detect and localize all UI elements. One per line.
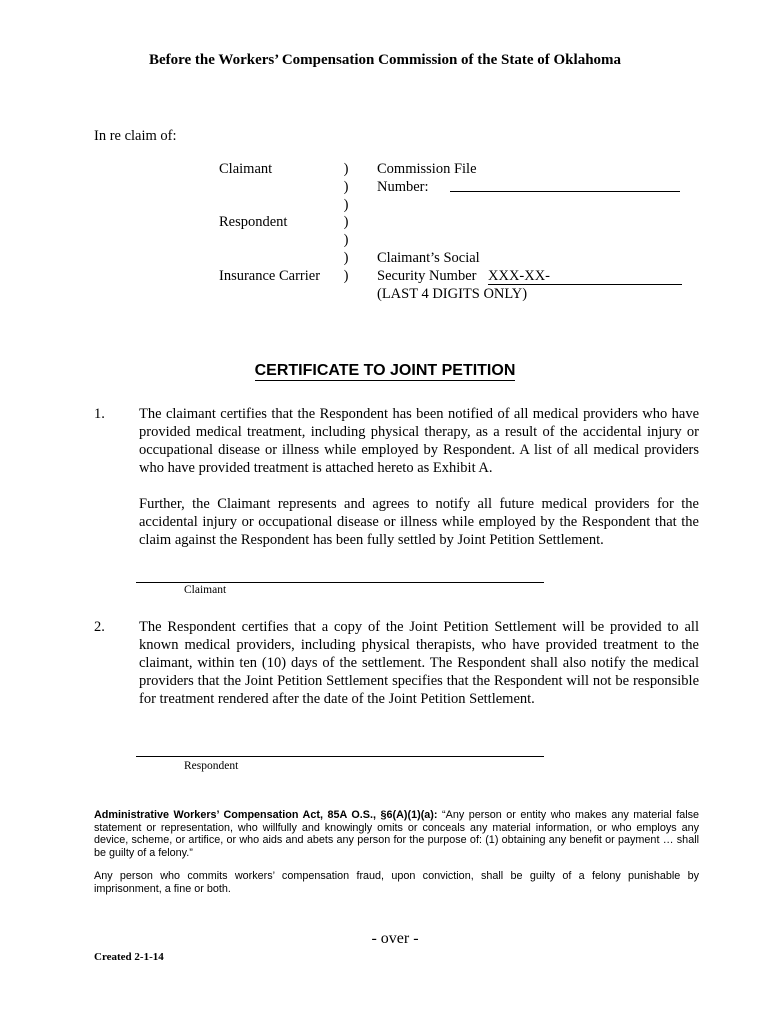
- certificate-title: [0, 362, 770, 380]
- caption-paren: ): [343, 232, 349, 248]
- act-citation: Administrative Workers’ Compensation Act, 85A O.S., §6(A)(1)(a):: [94, 809, 438, 821]
- item-1-further-paragraph: Further, the Claimant represents and agrees to notify all future medical providers for the accidental injury or occupational disease or illness while employed by the Respondent that the claim against the Respondent has been fully settled by Joint Petition Settlement.: [139, 496, 699, 548]
- ssn-label: Claimant’s Social: [377, 250, 480, 266]
- claimant-signature-line[interactable]: [136, 582, 544, 583]
- item-1-number: 1.: [94, 406, 105, 422]
- item-2-paragraph: The Respondent certifies that a copy of the Joint Petition Settlement will be provided to all known medical providers, including physical therapists, who have provided treatment to the claimant, within ten (10) days of the settlement. The Respondent shall also notify the medical providers that the Joint Petition Settlement specifies that the Respondent will not be responsible for treatment rendered after the date of the Joint Petition Settlement.: [139, 619, 699, 707]
- claimant-signature-label: Claimant: [184, 584, 227, 596]
- over-indicator: - over -: [371, 930, 419, 947]
- created-date: Created 2-1-14: [94, 951, 164, 963]
- ssn-note: (LAST 4 DIGITS ONLY): [377, 286, 528, 302]
- caption-paren: ): [343, 179, 349, 195]
- caption-paren: ): [343, 268, 349, 284]
- item-2-number: 2.: [94, 619, 105, 635]
- commission-file-number-label: Number:: [377, 179, 429, 195]
- caption-paren: ): [343, 197, 349, 213]
- respondent-signature-label: Respondent: [184, 760, 239, 772]
- caption-paren: ): [343, 161, 349, 177]
- respondent-party-label: Respondent: [219, 214, 288, 230]
- commission-file-number-field[interactable]: [450, 191, 680, 192]
- claimant-party-label: Claimant: [219, 161, 273, 177]
- insurance-carrier-party-label: Insurance Carrier: [219, 268, 321, 284]
- fraud-notice: Any person who commits workers’ compensation fraud, upon conviction, shall be guilty of a felony punishable by imprisonment, a fine or both.: [94, 870, 699, 895]
- caption-paren: ): [343, 214, 349, 230]
- in-re-claim-label: In re claim of:: [94, 128, 177, 144]
- commission-file-label: Commission File: [377, 161, 477, 177]
- item-1-paragraph: The claimant certifies that the Respondent has been notified of all medical providers who have provided medical treatment, including physical therapy, as a result of the accidental injury or occupational disease or illness while employed by Respondent. A list of all medical providers who have provided treatment is attached hereto as Exhibit A.: [139, 406, 699, 476]
- ssn-number-label: Security Number: [377, 268, 477, 284]
- respondent-signature-line[interactable]: [136, 756, 544, 757]
- caption-paren: ): [343, 250, 349, 266]
- ssn-prefix: XXX-XX-: [488, 268, 551, 284]
- page-title: Before the Workers’ Compensation Commission of the State of Oklahoma: [148, 52, 622, 68]
- certificate-title-text: CERTIFICATE TO JOINT PETITION: [254, 362, 516, 379]
- act-quote: “Any person or entity who makes any material false statement or representation, who willfully and knowingly omits or conceals any material information, or who employs any device, scheme, or artifice, or who aids and abets any person for the purpose of: (1) obtaining any benefit or payment … shall be guilty of a felony.”: [94, 809, 699, 859]
- legal-act-notice: [94, 809, 699, 859]
